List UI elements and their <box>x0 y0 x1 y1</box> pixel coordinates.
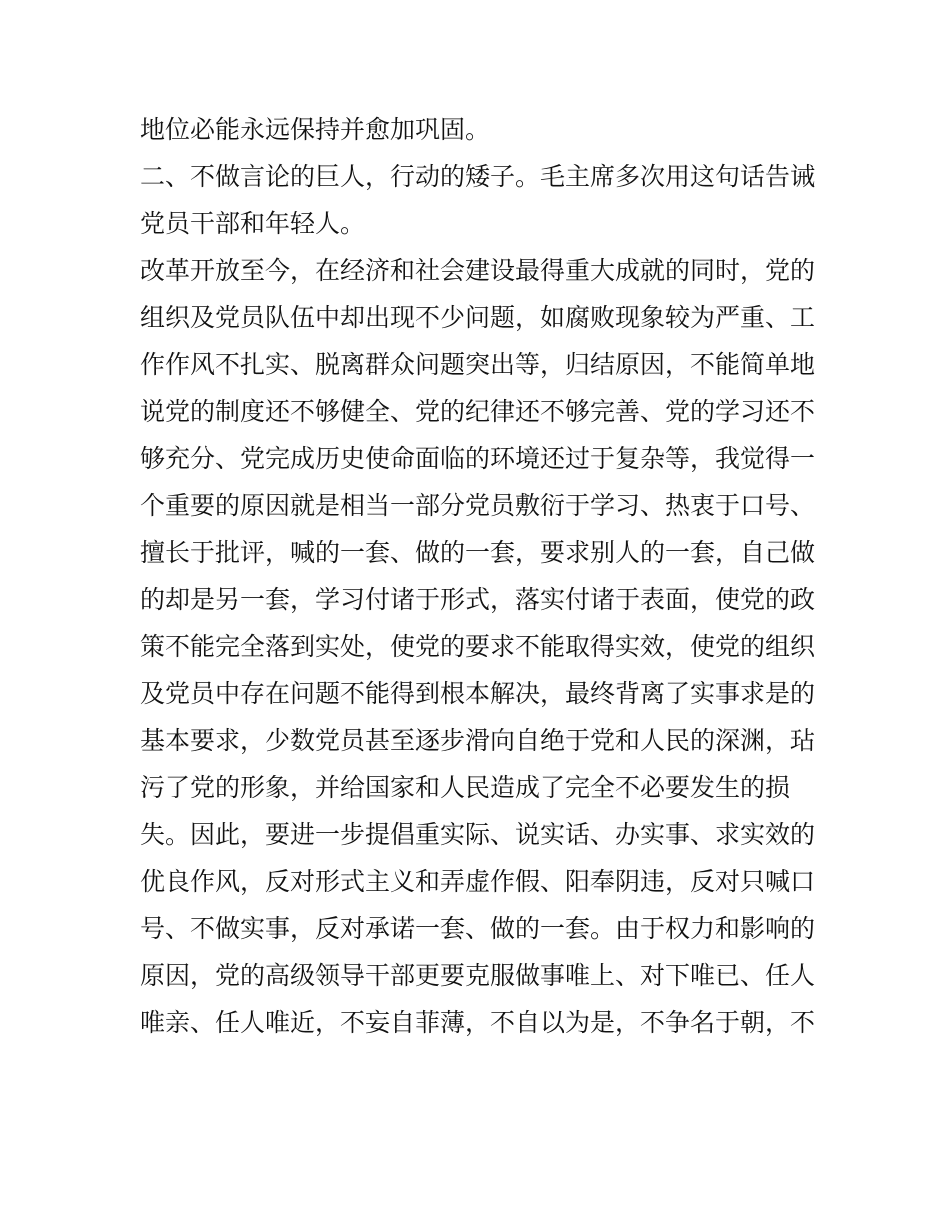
text-line: 失。因此，要进一步提倡重实际、说实话、办实事、求实效的 <box>140 820 816 849</box>
text-line: 号、不做实事，反对承诺一套、做的一套。由于权力和影响的 <box>140 914 816 943</box>
text-line: 优良作风，反对形式主义和弄虚作假、阳奉阴违，反对只喊口 <box>140 867 816 896</box>
text-line: 策不能完全落到实处，使党的要求不能取得实效，使党的组织 <box>140 632 816 661</box>
text-line: 说党的制度还不够健全、党的纪律还不够完善、党的学习还不 <box>140 397 816 426</box>
text-line: 唯亲、任人唯近，不妄自菲薄，不自以为是，不争名于朝，不 <box>140 1008 816 1037</box>
text-line: 及党员中存在问题不能得到根本解决，最终背离了实事求是的 <box>140 679 816 708</box>
text-line: 作作风不扎实、脱离群众问题突出等，归结原因，不能简单地 <box>140 350 816 379</box>
text-line: 污了党的形象，并给国家和人民造成了完全不必要发生的损 <box>140 773 791 802</box>
text-line: 的却是另一套，学习付诸于形式，落实付诸于表面，使党的政 <box>140 585 816 614</box>
text-line: 改革开放至今，在经济和社会建设最得重大成就的同时，党的 <box>140 256 816 285</box>
text-line: 个重要的原因就是相当一部分党员敷衍于学习、热衷于口号、 <box>140 491 816 520</box>
text-line: 擅长于批评，喊的一套、做的一套，要求别人的一套，自己做 <box>140 538 816 567</box>
text-line: 组织及党员队伍中却出现不少问题，如腐败现象较为严重、工 <box>140 303 816 332</box>
text-line: 地位必能永远保持并愈加巩固。 <box>140 115 491 144</box>
section-heading-line: 二、不做言论的巨人，行动的矮子。毛主席多次用这句话告诫 <box>140 162 816 191</box>
text-line: 基本要求，少数党员甚至逐步滑向自绝于党和人民的深渊，玷 <box>140 726 816 755</box>
text-line: 原因，党的高级领导干部更要克服做事唯上、对下唯已、任人 <box>140 961 816 990</box>
text-line: 党员干部和年轻人。 <box>140 209 366 238</box>
text-line: 够充分、党完成历史使命面临的环境还过于复杂等，我觉得一 <box>140 444 816 473</box>
body-text <box>140 106 820 1046</box>
